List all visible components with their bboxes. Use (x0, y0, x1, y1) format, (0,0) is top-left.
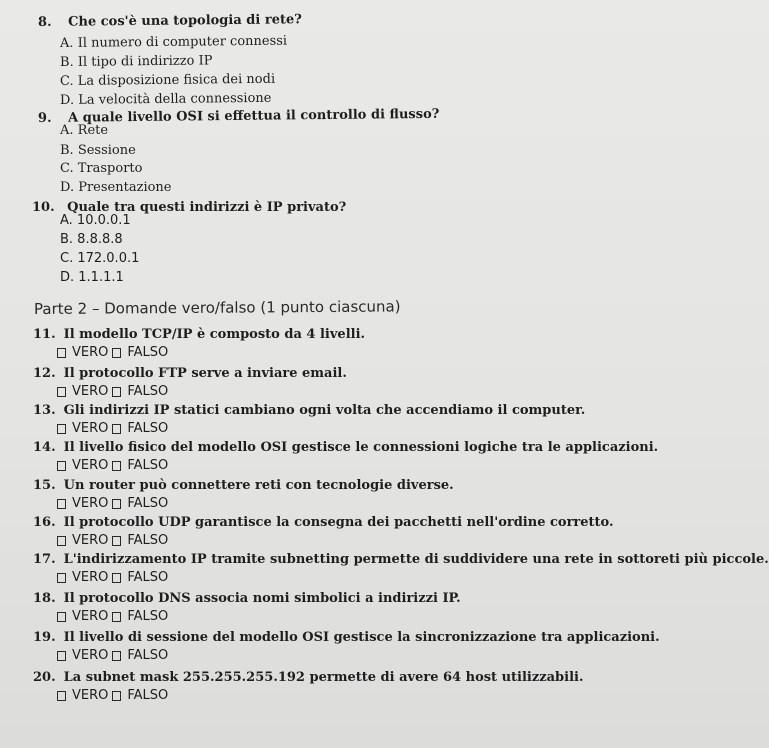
checkbox-falso[interactable] (112, 387, 121, 397)
question-number: 20. (33, 670, 56, 685)
q9-option-a: A. Rete (60, 123, 109, 138)
checkbox-falso[interactable] (112, 461, 121, 471)
label-falso: FALSO (127, 496, 169, 511)
question-text: Il livello fisico del modello OSI gestisce le connessioni logiche tra le applicazioni. (63, 440, 659, 455)
question-number: 11. (33, 327, 56, 342)
label-vero: VERO (72, 458, 109, 473)
section-heading: Parte 2 – Domande vero/falso (1 punto ciascuna) (33, 297, 401, 318)
tf-answer-row (57, 496, 168, 511)
label-falso: FALSO (127, 458, 169, 473)
label-falso: FALSO (127, 609, 169, 624)
tf-answer-row (57, 688, 168, 703)
label-vero: VERO (72, 533, 109, 548)
tf-question-13 (33, 403, 585, 418)
label-vero: VERO (72, 496, 109, 511)
checkbox-falso[interactable] (112, 691, 121, 701)
question-number: 18. (33, 591, 56, 606)
checkbox-falso[interactable] (112, 499, 121, 509)
tf-question-11 (33, 327, 365, 342)
label-falso: FALSO (127, 384, 169, 399)
question-text: Il protocollo FTP serve a inviare email. (63, 366, 347, 381)
label-vero: VERO (72, 648, 109, 663)
question-text: La subnet mask 255.255.255.192 permette di avere 64 host utilizzabili. (63, 670, 584, 685)
tf-answer-row (57, 533, 168, 548)
label-falso: FALSO (127, 533, 169, 548)
checkbox-vero[interactable] (57, 612, 66, 622)
question-number: 10. (32, 200, 55, 215)
label-falso: FALSO (127, 570, 169, 585)
question-number: 14. (33, 440, 56, 455)
q8-option-b: B. Il tipo di indirizzo IP (59, 53, 213, 70)
question-text: Il protocollo DNS associa nomi simbolici a indirizzi IP. (63, 591, 461, 606)
q10-option-a: A. 10.0.0.1 (60, 213, 131, 228)
tf-answer-row (57, 384, 168, 399)
tf-answer-row (57, 648, 168, 663)
q8-option-a: A. Il numero di computer connessi (59, 33, 288, 51)
question-number: 16. (33, 515, 56, 530)
q9-option-b: B. Sessione (60, 143, 136, 158)
tf-question-15 (33, 478, 454, 493)
tf-question-20 (33, 670, 583, 685)
label-vero: VERO (72, 384, 109, 399)
checkbox-falso[interactable] (112, 573, 121, 583)
question-text: A quale livello OSI si effettua il controllo di flusso? (68, 106, 440, 126)
q9-option-c: C. Trasporto (60, 161, 143, 176)
question-text: Un router può connettere reti con tecnologie diverse. (63, 478, 454, 493)
q9-option-d: D. Presentazione (60, 180, 172, 195)
checkbox-vero[interactable] (57, 387, 66, 397)
tf-answer-row (57, 458, 168, 473)
question-text: Gli indirizzi IP statici cambiano ogni volta che accendiamo il computer. (63, 403, 586, 418)
label-vero: VERO (72, 345, 109, 360)
checkbox-falso[interactable] (112, 536, 121, 546)
q8-option-c: C. La disposizione fisica dei nodi (59, 71, 276, 89)
label-vero: VERO (72, 688, 109, 703)
label-falso: FALSO (127, 648, 169, 663)
checkbox-vero[interactable] (57, 536, 66, 546)
tf-answer-row (57, 345, 168, 360)
question-text: Il protocollo UDP garantisce la consegna dei pacchetti nell'ordine corretto. (63, 515, 614, 530)
tf-question-19 (33, 630, 660, 645)
label-vero: VERO (72, 609, 109, 624)
q10-option-b: B. 8.8.8.8 (60, 232, 123, 247)
checkbox-vero[interactable] (57, 573, 66, 583)
question-text: Che cos'è una topologia di rete? (68, 12, 302, 30)
checkbox-vero[interactable] (57, 499, 66, 509)
q10-option-c: C. 172.0.0.1 (60, 251, 140, 266)
question-8 (38, 12, 302, 30)
tf-question-14 (33, 440, 658, 455)
question-number: 19. (33, 630, 56, 645)
tf-question-12 (33, 366, 347, 381)
q10-option-d: D. 1.1.1.1 (60, 270, 124, 285)
tf-answer-row (57, 609, 168, 624)
question-text: L'indirizzamento IP tramite subnetting permette di suddividere una rete in sottoreti più piccole. (63, 552, 769, 567)
tf-answer-row (57, 421, 168, 436)
checkbox-falso[interactable] (112, 612, 121, 622)
checkbox-vero[interactable] (57, 651, 66, 661)
label-falso: FALSO (127, 345, 169, 360)
tf-answer-row (57, 570, 168, 585)
question-number: 9. (37, 110, 52, 126)
question-number: 17. (33, 552, 56, 567)
tf-question-17 (33, 552, 769, 567)
question-text: Quale tra questi indirizzi è IP privato? (67, 200, 347, 215)
checkbox-vero[interactable] (57, 348, 66, 358)
question-number: 13. (33, 403, 56, 418)
checkbox-vero[interactable] (57, 461, 66, 471)
checkbox-vero[interactable] (57, 691, 66, 701)
question-number: 15. (33, 478, 56, 493)
question-number: 8. (37, 14, 52, 30)
checkbox-falso[interactable] (112, 348, 121, 358)
label-falso: FALSO (127, 421, 169, 436)
question-text: Il modello TCP/IP è composto da 4 livelli. (63, 327, 366, 342)
checkbox-vero[interactable] (57, 424, 66, 434)
label-vero: VERO (72, 421, 109, 436)
checkbox-falso[interactable] (112, 424, 121, 434)
tf-question-16 (33, 515, 614, 530)
label-vero: VERO (72, 570, 109, 585)
question-text: Il livello di sessione del modello OSI gestisce la sincronizzazione tra applicazioni. (63, 630, 660, 645)
tf-question-18 (33, 591, 461, 606)
q8-option-d: D. La velocità della connessione (59, 90, 272, 108)
label-falso: FALSO (127, 688, 169, 703)
checkbox-falso[interactable] (112, 651, 121, 661)
question-number: 12. (33, 366, 56, 381)
